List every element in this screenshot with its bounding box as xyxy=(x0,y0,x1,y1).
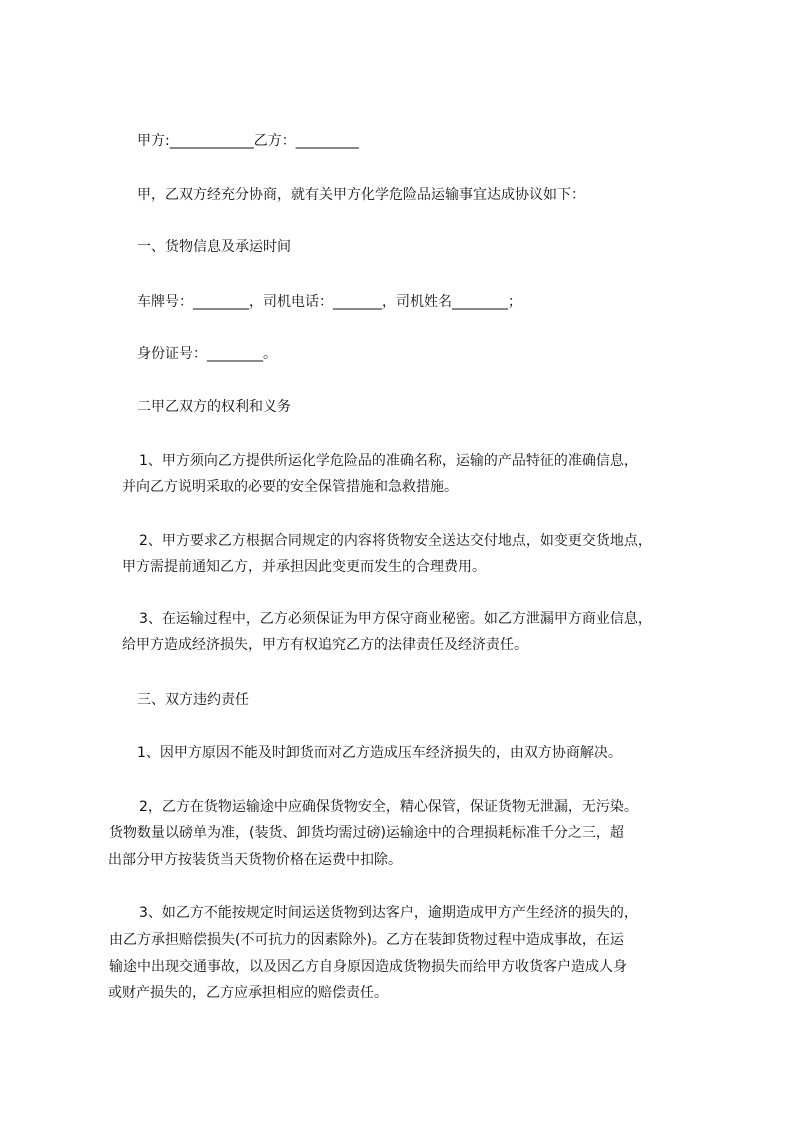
clause-3-2-line-1: 2，乙方在货物运输途中应确保货物安全，精心保管，保证货物无泄漏，无污染。 xyxy=(139,799,638,815)
clause-3-3-line-3: 输途中出现交通事故，以及因乙方自身原因造成货物损失而给甲方收货客户造成人身 xyxy=(109,959,627,975)
clause-2-2-line-1: 2、甲方要求乙方根据合同规定的内容将货物安全送达交付地点，如变更交货地点， xyxy=(139,533,652,549)
clause-2-1-line-1: 1、甲方须向乙方提供所运化学危险品的准确名称，运输的产品特征的准确信息， xyxy=(139,453,638,469)
clause-3-3-line-1: 3、如乙方不能按规定时间运送货物到达客户，逾期造成甲方产生经济的损失的， xyxy=(139,905,638,921)
vehicle-driver-line: 车牌号：________，司机电话：_______，司机姓名________； xyxy=(137,294,522,310)
clause-2-3-line-1: 3、在运输过程中，乙方必须保证为甲方保守商业秘密。如乙方泄漏甲方商业信息， xyxy=(139,611,652,627)
clause-3-3-line-2: 由乙方承担赔偿损失(不可抗力的因素除外)。乙方在装卸货物过程中造成事故，在运 xyxy=(109,932,624,948)
id-number-line: 身份证号：________。 xyxy=(137,346,277,362)
agreement-intro: 甲，乙双方经充分协商，就有关甲方化学危险品运输事宜达成协议如下： xyxy=(137,187,585,203)
clause-2-3-line-2: 给甲方造成经济损失，甲方有权追究乙方的法律责任及经济责任。 xyxy=(122,637,528,653)
section-3-heading: 三、双方违约责任 xyxy=(137,692,249,708)
clause-3-3-line-4: 或财产损失的，乙方应承担相应的赔偿责任。 xyxy=(108,985,388,1001)
clause-3-2-line-3: 出部分甲方按装货当天货物价格在运费中扣除。 xyxy=(108,852,402,868)
party-line: 甲方:____________乙方：_________ xyxy=(137,133,359,149)
clause-2-2-line-2: 甲方需提前通知乙方，并承担因此变更而发生的合理费用。 xyxy=(122,559,486,575)
section-2-heading: 二甲乙双方的权利和义务 xyxy=(137,399,291,415)
section-1-heading: 一、货物信息及承运时间 xyxy=(137,239,291,255)
clause-3-2-line-2: 货物数量以磅单为准，(装货、卸货均需过磅)运输途中的合理损耗标准千分之三，超 xyxy=(109,825,624,841)
clause-3-1-line-1: 1、因甲方原因不能及时卸货而对乙方造成压车经济损失的，由双方协商解决。 xyxy=(137,745,622,761)
clause-2-1-line-2: 并向乙方说明采取的必要的安全保管措施和急救措施。 xyxy=(122,479,458,495)
